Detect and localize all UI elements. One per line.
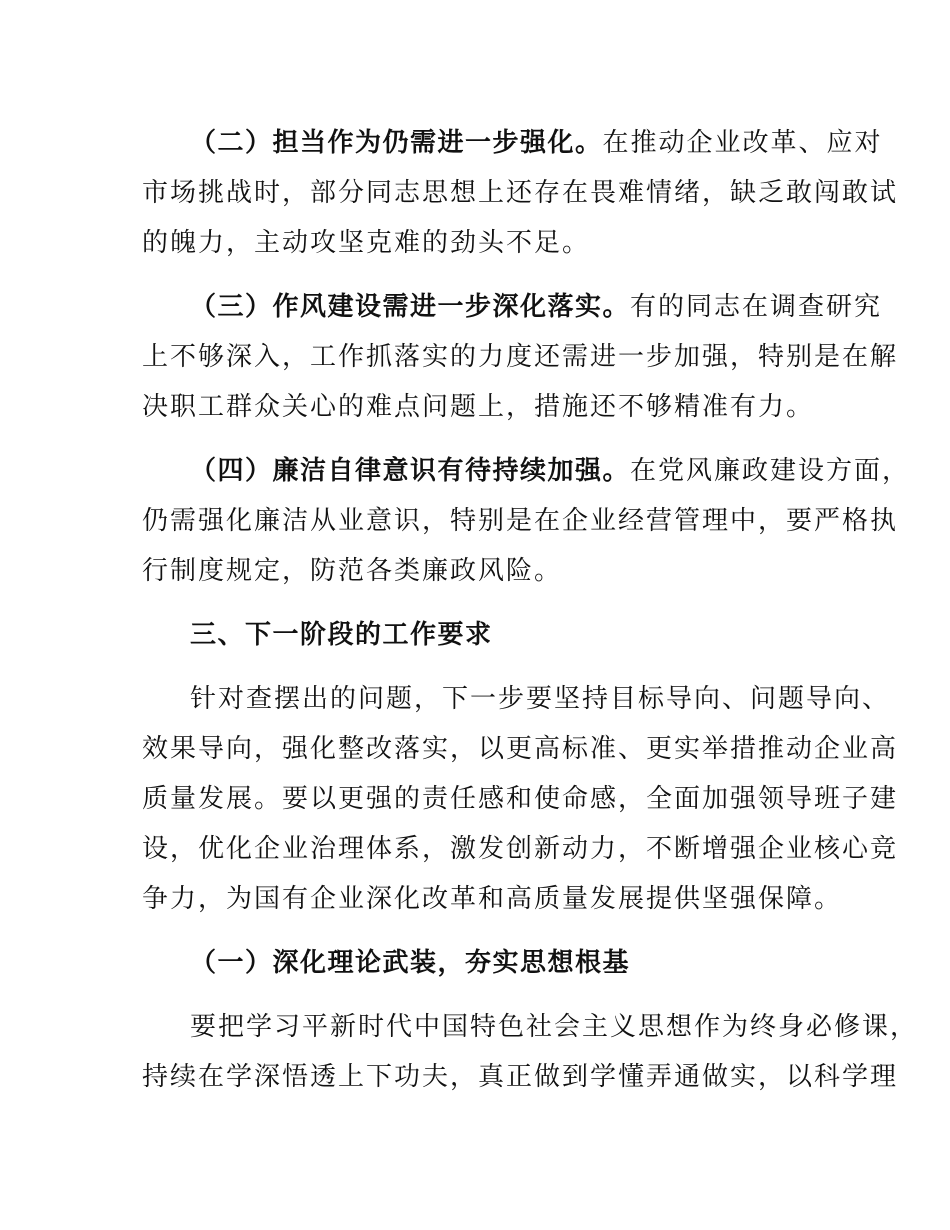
paragraph-text: 在推动企业改革、应对 (602, 128, 883, 158)
paragraph-line: 仍需强化廉洁从业意识，特别是在企业经营管理中，要严格执 (142, 506, 899, 536)
paragraph-line: 质量发展。要以更强的责任感和使命感，全面加强领导班子建 (142, 784, 899, 814)
paragraph-line: 效果导向，强化整改落实，以更高标准、更实举措推动企业高 (142, 734, 899, 764)
paragraph-line: 要把学习平新时代中国特色社会主义思想作为终身必修课， (190, 1012, 919, 1042)
paragraph-text: 有的同志在调查研究 (630, 292, 883, 322)
paragraph-line: 设，优化企业治理体系，激发创新动力，不断增强企业核心竞 (142, 834, 899, 864)
paragraph-line: 持续在学深悟透上下功夫，真正做到学懂弄通做实，以科学理 (142, 1062, 899, 1092)
paragraph-line: 的魄力，主动攻坚克难的劲头不足。 (142, 228, 591, 258)
paragraph-text: 在党风廉政建设方面， (630, 456, 911, 486)
paragraph-line: 市场挑战时，部分同志思想上还存在畏难情绪，缺乏敢闯敢试 (142, 178, 899, 208)
paragraph-line (190, 454, 910, 488)
paragraph-line: 针对查摆出的问题，下一步要坚持目标导向、问题导向、 (190, 684, 891, 714)
subsection-heading: （二）担当作为仍需进一步强化。 (190, 128, 603, 158)
paragraph-line: 争力，为国有企业深化改革和高质量发展提供坚强保障。 (142, 884, 843, 914)
subsection-heading: （三）作风建设需进一步深化落实。 (190, 292, 631, 322)
subsection-heading: （一）深化理论武装，夯实思想根基 (190, 948, 631, 978)
paragraph-line (190, 126, 883, 160)
section-heading: 三、下一阶段的工作要求 (190, 620, 493, 650)
subsection-heading: （四）廉洁自律意识有待持续加强。 (190, 456, 631, 486)
paragraph-line (190, 290, 882, 324)
paragraph-line: 上不够深入，工作抓落实的力度还需进一步加强，特别是在解 (142, 342, 899, 372)
paragraph-line: 决职工群众关心的难点问题上，措施还不够精准有力。 (142, 392, 815, 422)
paragraph-line: 行制度规定，防范各类廉政风险。 (142, 556, 563, 586)
